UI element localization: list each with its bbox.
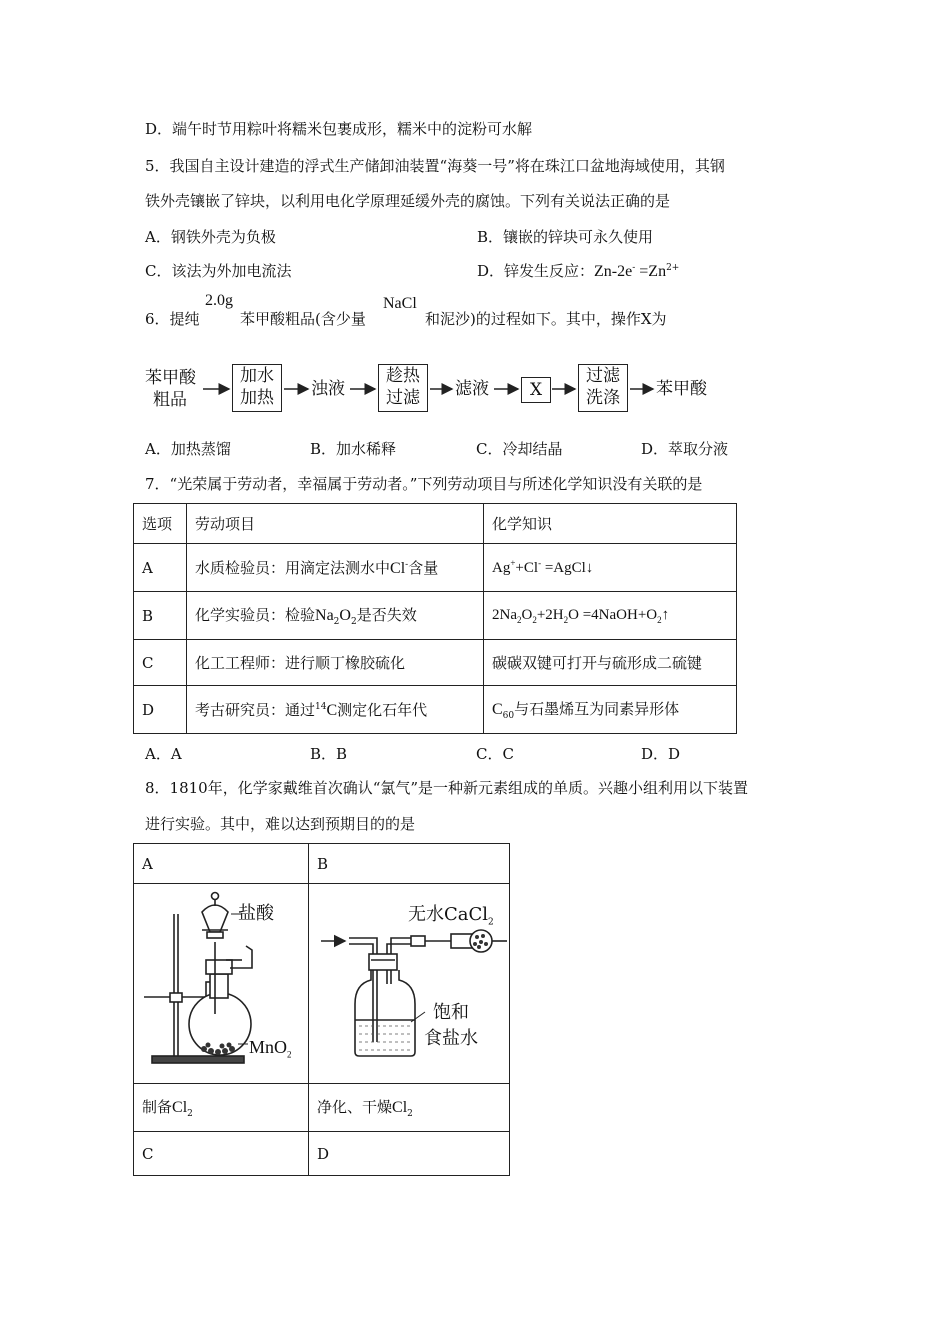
- q7-row-b-job-a: 化学实验员：检验: [195, 606, 316, 624]
- table-row: [134, 1132, 510, 1176]
- flow-box-hot-filter-1: 趁热: [386, 366, 420, 386]
- q7-row-d-job-sup: 14: [315, 702, 327, 712]
- q7-option-d: D．D: [641, 745, 681, 763]
- q7-row-a-job-sup: -: [405, 560, 409, 570]
- q7-row-b-job-d: 是否失效: [356, 606, 417, 624]
- table-row: [134, 544, 737, 592]
- q8-stem-line2: 进行实验。其中，难以达到预期目的的是: [145, 815, 416, 833]
- q8-caption-a-sub: 2: [187, 1109, 193, 1119]
- q7-row-b-k-sub2: 2: [532, 614, 537, 625]
- q5-option-c: C．该法为外加电流法: [145, 262, 292, 280]
- q8-cell-b: B: [309, 844, 510, 884]
- q7-row-c-job: 化工工程师：进行顺丁橡胶硫化: [187, 640, 484, 686]
- q7-row-d-job: [187, 686, 484, 734]
- q8-label-cacl2: [408, 904, 494, 934]
- table-row: [134, 1084, 510, 1132]
- q7-row-a-k-b: +Cl: [515, 560, 539, 576]
- q5-option-d-text: D．锌发生反应：: [477, 262, 595, 280]
- q7-row-d-job-c: 测定化石年代: [337, 701, 428, 719]
- q8-label-cacl2-text: 无水CaCl: [408, 904, 489, 925]
- q7-row-b-k-sub1: 2: [517, 614, 522, 625]
- flow-start-1: 苯甲酸: [145, 368, 196, 388]
- q7-row-b-job-sub1: 2: [333, 617, 340, 627]
- q6-option-a: A．加热蒸馏: [145, 440, 231, 458]
- flow-box-wash: [578, 364, 628, 412]
- q8-cell-d: D: [309, 1132, 510, 1176]
- q7-row-d-job-a: 考古研究员：通过: [195, 701, 316, 719]
- q5-option-a: A．钢铁外壳为负极: [145, 228, 276, 246]
- q5-formula-b: =Zn: [635, 263, 667, 280]
- flow-box-hot-filter: [378, 364, 428, 412]
- q7-row-d-k-a: C: [492, 701, 503, 718]
- flow-box-heat-1: 加水: [240, 366, 274, 386]
- flow-box-heat-2: 加热: [240, 388, 274, 408]
- q7-row-d-option: D: [134, 686, 187, 734]
- q8-label-brine-1: 饱和: [433, 1002, 469, 1023]
- q7-row-b-k-c: +2H: [536, 606, 564, 623]
- q7-row-a-k-a: Ag: [492, 560, 511, 576]
- q7-row-b-job-b: Na: [315, 607, 334, 624]
- q7-row-a-knowledge: [484, 544, 737, 592]
- flow-end: 苯甲酸: [656, 379, 707, 399]
- q8-stem-line1: 8．1810年，化学家戴维首次确认“氯气”是一种新元素组成的单质。兴趣小组利用以下装置: [145, 779, 749, 797]
- q8-caption-a-formula: Cl: [172, 1099, 188, 1116]
- q7-header-job: 劳动项目: [187, 504, 484, 544]
- q7-row-d-k-sub: 60: [502, 711, 515, 721]
- q8-label-mno2-sub: 2: [287, 1049, 292, 1060]
- flow-box-wash-1: 过滤: [586, 366, 620, 386]
- q7-header-option: 选项: [134, 504, 187, 544]
- q8-caption-a-text: 制备: [142, 1098, 173, 1116]
- q6-salt: NaCl: [383, 295, 417, 312]
- q7-row-a-k-sup1: +: [510, 558, 516, 568]
- q6-option-b: B．加水稀释: [310, 440, 397, 458]
- q6-option-c: C．冷却结晶: [476, 440, 563, 458]
- q7-row-b-job-sub2: 2: [350, 617, 357, 627]
- q7-row-a-job-c: 含量: [408, 559, 439, 577]
- q7-row-a-job-b: Cl: [390, 560, 406, 577]
- q7-row-b-k-sub3: 2: [563, 614, 569, 625]
- q7-row-d-k-b: 与石墨烯互为同素异形体: [514, 700, 680, 718]
- q6-prefix: 6．提纯: [145, 310, 200, 328]
- q7-row-d-job-b: C: [326, 702, 338, 719]
- q8-label-brine-2: 食盐水: [424, 1028, 478, 1049]
- q7-row-b-knowledge: [484, 592, 737, 640]
- q8-cell-c: C: [134, 1132, 309, 1176]
- q8-label-cacl2-sub: 2: [488, 917, 494, 928]
- q7-row-c-knowledge: 碳碳双键可打开与硫形成二硫键: [484, 640, 737, 686]
- q7-row-c-option: C: [134, 640, 187, 686]
- table-row: [134, 640, 737, 686]
- flow-box-heat: [232, 364, 282, 412]
- q8-caption-b-sub: 2: [407, 1109, 413, 1119]
- q7-option-a: A．A: [145, 745, 182, 763]
- q7-option-b: B．B: [310, 745, 348, 763]
- q8-cell-a: A: [134, 844, 309, 884]
- q7-row-b-k-b: O: [521, 606, 533, 623]
- q5-stem-line1: 5．我国自主设计建造的浮式生产储卸油装置“海葵一号”将在珠江口盆地海域使用，其钢: [145, 157, 725, 175]
- q7-row-b-k-d: O =4NaOH+O: [568, 606, 658, 623]
- table-row: [134, 592, 737, 640]
- q8-caption-b-formula: Cl: [392, 1099, 408, 1116]
- q7-row-a-option: A: [134, 544, 187, 592]
- table-row: [134, 686, 737, 734]
- q7-stem: 7．“光荣属于劳动者，幸福属于劳动者。”下列劳动项目与所述化学知识没有关联的是: [145, 475, 703, 493]
- table-row: [134, 844, 510, 884]
- q6-mass: 2.0g: [205, 292, 233, 309]
- q7-option-c: C．C: [476, 745, 514, 763]
- q8-caption-b: [309, 1084, 510, 1132]
- flow-box-wash-2: 洗涤: [586, 388, 620, 408]
- q7-row-a-k-sup2: -: [538, 558, 542, 568]
- q8-label-mno2-text: MnO: [249, 1037, 288, 1057]
- q5-sup2: 2+: [666, 263, 680, 273]
- q7-row-d-knowledge: [484, 686, 737, 734]
- q5-option-b: B．镶嵌的锌块可永久使用: [477, 228, 654, 246]
- q7-row-b-k-a: 2Na: [492, 606, 517, 623]
- q7-row-a-job: [187, 544, 484, 592]
- q8-caption-b-text: 净化、干燥: [317, 1098, 393, 1116]
- flow-box-hot-filter-2: 过滤: [386, 388, 420, 408]
- q7-row-b-k-e: ↑: [661, 606, 670, 623]
- q6-mid: 苯甲酸粗品(含少量: [240, 310, 366, 328]
- q8-caption-a: [134, 1084, 309, 1132]
- q7-row-a-k-c: =AgCl↓: [541, 560, 594, 576]
- q6-option-d: D．萃取分液: [641, 440, 729, 458]
- flow-mid-1: 浊液: [311, 379, 345, 399]
- flow-start-2: 粗品: [153, 390, 187, 410]
- q4-option-d: D．端午时节用粽叶将糯米包裹成形，糯米中的淀粉可水解: [145, 120, 533, 138]
- q7-row-b-option: B: [134, 592, 187, 640]
- q7-row-b-job-c: O: [339, 607, 351, 624]
- q8-label-mno2: [249, 1036, 292, 1066]
- q7-row-a-job-a: 水质检验员：用滴定法测水中: [195, 559, 391, 577]
- q5-stem-line2: 铁外壳镶嵌了锌块，以利用电化学原理延缓外壳的腐蚀。下列有关说法正确的是: [145, 192, 671, 210]
- table-row: [134, 504, 737, 544]
- q7-row-b-k-sub4: 2: [657, 614, 662, 625]
- q5-sup1: -: [632, 263, 636, 273]
- q6-suffix: 和泥沙)的过程如下。其中，操作X为: [425, 310, 667, 328]
- q8-label-hcl: 盐酸: [238, 903, 274, 924]
- q5-formula-a: Zn-2e: [594, 263, 633, 280]
- flow-mid-2: 滤液: [455, 379, 489, 399]
- q7-header-knowledge: 化学知识: [484, 504, 737, 544]
- flow-box-x: X: [521, 377, 551, 403]
- q7-row-b-job: [187, 592, 484, 640]
- q7-table: [133, 503, 737, 734]
